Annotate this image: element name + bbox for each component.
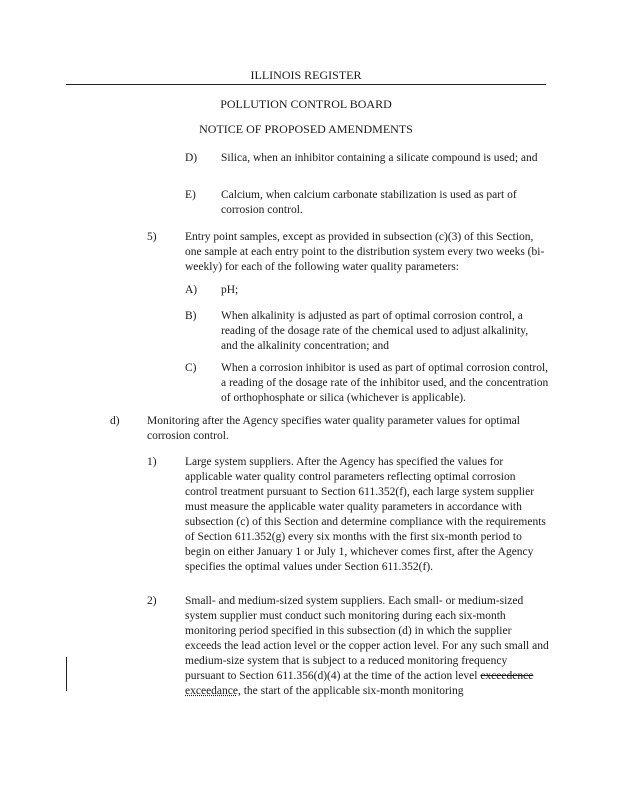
item-5-text: Entry point samples, except as provided in subsection (c)(3) of this Section, one sample at each entry point to the distribution system every two weeks (bi-weekly) for each of the following water quality parameters: — [185, 231, 545, 273]
item-b-label: B) — [185, 310, 197, 322]
item-d-upper-label: D) — [185, 152, 198, 164]
inserted-text: exceedance — [185, 685, 238, 697]
header-rule — [66, 84, 546, 85]
item-1-text: Large system suppliers. After the Agency has specified the values for applicable water quality control parameters reflecting optimal corrosion control treatment pursuant to Section 611.352(f), each large system supplier must measure the applicable water quality parameters in accordance with subsection (c) of this Section and determine compliance with the requirements of Section 611.352(g) every six months with the first six-month period to begin on either January 1 or July 1, whichever comes first, after the Agency specifies the optimal values under Section 611.352(f). — [185, 456, 546, 573]
item-a-text: pH; — [221, 284, 239, 296]
item-5-label: 5) — [147, 231, 157, 243]
item-c-label: C) — [185, 362, 197, 374]
item-2-label: 2) — [147, 595, 157, 607]
item-c-text: When a corrosion inhibitor is used as part of optimal corrosion control, a reading of the dosage rate of the inhibitor used, and the concentration of orthophosphate or silica (whichever is applicable). — [221, 362, 549, 404]
item-a-label: A) — [185, 284, 198, 296]
board-name: POLLUTION CONTROL BOARD — [220, 97, 392, 111]
item-e-label: E) — [185, 189, 196, 201]
deleted-text: exceedence — [480, 670, 534, 682]
item-2-text-main: Small- and medium-sized system suppliers. Each small- or medium-sized system supplier must conduct such monitoring during each six-month monitoring period specified in this subsection (d) in which the supplier exceeds the lead action level or the copper action level. For any such small and medium-size system that is subject to a reduced monitoring frequency pursuant to Section 611.356(d)(4) at the time of the action level — [185, 595, 549, 682]
item-2-text — [185, 594, 549, 699]
revision-bar — [66, 657, 67, 691]
item-1-label: 1) — [147, 456, 157, 468]
notice-title: NOTICE OF PROPOSED AMENDMENTS — [199, 122, 413, 136]
item-b-text: When alkalinity is adjusted as part of optimal corrosion control, a reading of the dosage rate of the chemical used to adjust alkalinity, and the alkalinity concentration; and — [221, 310, 529, 352]
item-d-lower-label: d) — [110, 415, 120, 427]
item-e-text: Calcium, when calcium carbonate stabilization is used as part of corrosion control. — [221, 189, 517, 216]
item-d-lower-text: Monitoring after the Agency specifies water quality parameter values for optimal corrosion control. — [147, 415, 520, 442]
item-2-text-tail: , the start of the applicable six-month monitoring — [237, 685, 464, 697]
item-d-upper-text: Silica, when an inhibitor containing a silicate compound is used; and — [221, 152, 538, 164]
register-title: ILLINOIS REGISTER — [250, 68, 362, 82]
